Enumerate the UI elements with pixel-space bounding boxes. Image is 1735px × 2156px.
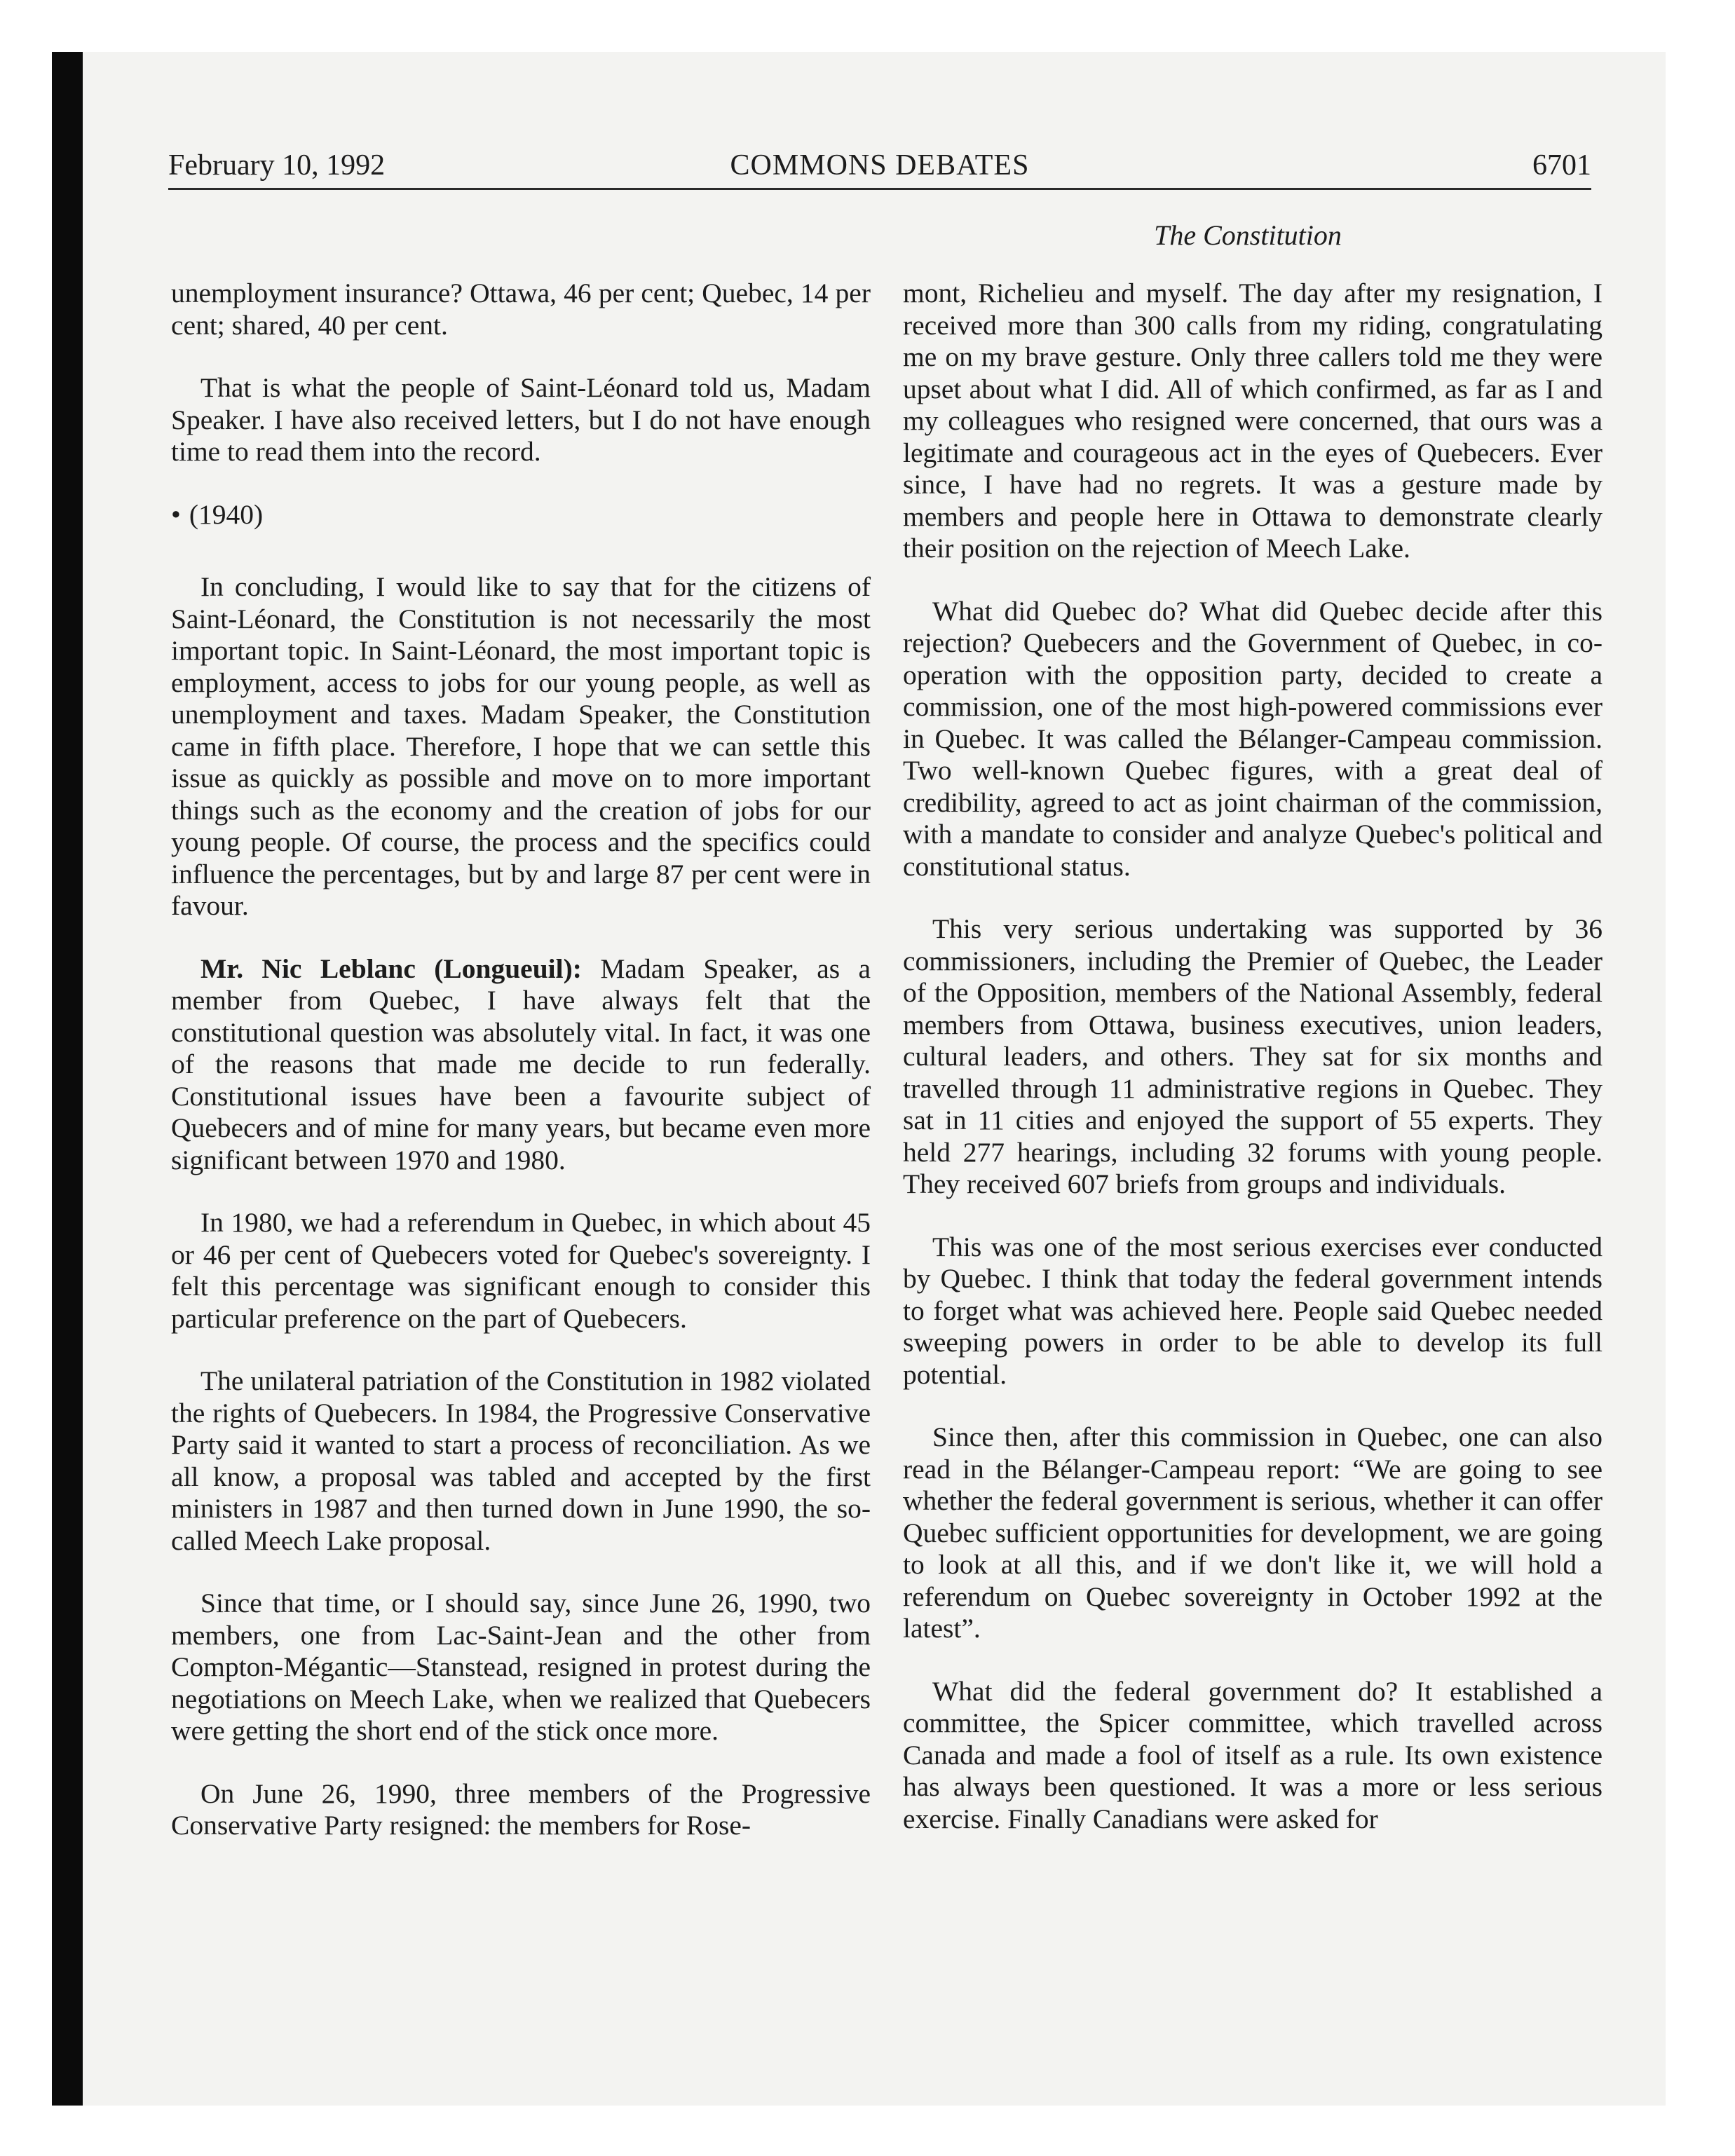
paragraph: unemployment insurance? Ottawa, 46 per cent; Quebec, 14 per cent; shared, 40 per cent.	[171, 278, 871, 341]
running-head: The Constitution	[1154, 219, 1342, 251]
paragraph: Since then, after this commission in Quebec, one can also read in the Bélanger-Campeau report: “We are going to see whether the federal government is serious, whether it can offer Quebec sufficient opportunities for development, we are going to look at all this, and if we don't like it, we will hold a referendum on Quebec sovereignty in October 1992 at the latest”.	[903, 1421, 1603, 1644]
header-page-number: 6701	[1532, 149, 1591, 182]
binding-edge	[52, 52, 83, 2106]
paragraph	[171, 953, 871, 1177]
paragraph: That is what the people of Saint-Léonard told us, Madam Speaker. I have also received letters, but I do not have enough time to read them into the record.	[171, 372, 871, 467]
header-date: February 10, 1992	[168, 149, 386, 182]
paragraph: The unilateral patriation of the Constitution in 1982 violated the rights of Quebecers. In 1984, the Progressive Conservative Party said it wanted to start a process of reconciliation. As we all know, a proposal was tabled and accepted by the first ministers in 1987 and then turned down in June 1990, the so-called Meech Lake proposal.	[171, 1365, 871, 1556]
time-marker	[171, 499, 871, 531]
paragraph: What did the federal government do? It established a committee, the Spicer committee, which travelled across Canada and made a fool of itself as a rule. Its own existence has always been questioned. It was a more or less serious exercise. Finally Canadians were asked for	[903, 1675, 1603, 1834]
time-marker-text: (1940)	[189, 498, 264, 530]
paragraph: This very serious undertaking was supported by 36 commissioners, including the Premier of Quebec, the Leader of the Opposition, members of the National Assembly, federal members from Ottawa, business executives, union leaders, cultural leaders, and others. They sat for six months and travelled through 11 administrative regions in Quebec. They sat in 11 cities and enjoyed the support of 55 experts. They held 277 hearings, including 32 forums with young people. They received 607 briefs from groups and individuals.	[903, 913, 1603, 1199]
left-column	[171, 278, 871, 1873]
paragraph: In 1980, we had a referendum in Quebec, in which about 45 or 46 per cent of Quebecers voted for Quebec's sovereignty. I felt this percentage was significant enough to consider this particular preference on the part of Quebecers.	[171, 1207, 871, 1334]
paragraph: This was one of the most serious exercises ever conducted by Quebec. I think that today the federal government intends to forget what was achieved here. People said Quebec needed sweeping powers in order to be able to develop its full potential.	[903, 1231, 1603, 1390]
speaker-name: Mr. Nic Leblanc (Longueuil):	[200, 953, 582, 984]
header-title: COMMONS DEBATES	[730, 149, 1030, 182]
paragraph: What did Quebec do? What did Quebec decide after this rejection? Quebecers and the Government of Quebec, in co-operation with the opposition party, decided to create a commission, one of the most high-powered commissions ever in Quebec. It was called the Bélanger-Campeau commission. Two well-known Quebec figures, with a great deal of credibility, agreed to act as joint chairman of the commission, with a mandate to consider and analyze Quebec's political and constitutional status.	[903, 595, 1603, 882]
paragraph: mont, Richelieu and myself. The day after my resignation, I received more than 300 calls from my riding, congratulating me on my brave gesture. Only three callers told me they were upset about what I did. All of which confirmed, as far as I and my colleagues who resigned were concerned, that ours was a legitimate and courageous act in the eyes of Quebecers. Ever since, I have had no regrets. It was a gesture made by members and people here in Ottawa to demonstrate clearly their position on the rejection of Meech Lake.	[903, 278, 1603, 564]
speech-text: Madam Speaker, as a member from Quebec, I have always felt that the constitutional question was absolutely vital. In fact, it was one of the reasons that made me decide to run federally. Constitutional issues have been a favourite subject of Quebecers and of mine for many years, but became even more significant between 1970 and 1980.	[171, 953, 871, 1175]
paragraph: In concluding, I would like to say that for the citizens of Saint-Léonard, the Constitution is not necessarily the most important topic. In Saint-Léonard, the most important topic is employment, access to jobs for our young people, as well as unemployment and taxes. Madam Speaker, the Constitution came in fifth place. Therefore, I hope that we can settle this issue as quickly as possible and move on to more important things such as the economy and the creation of jobs for our young people. Of course, the process and the specifics could influence the percentages, but by and large 87 per cent were in favour.	[171, 571, 871, 921]
page-header	[168, 144, 1591, 189]
right-column	[903, 278, 1603, 1866]
paragraph: On June 26, 1990, three members of the Progressive Conservative Party resigned: the members for Rose-	[171, 1778, 871, 1841]
header-rule	[168, 188, 1591, 190]
paragraph: Since that time, or I should say, since June 26, 1990, two members, one from Lac-Saint-Jean and the other from Compton-Mégantic—Stanstead, resigned in protest during the negotiations on Meech Lake, when we realized that Quebecers were getting the short end of the stick once more.	[171, 1588, 871, 1746]
bullet-icon: •	[171, 498, 181, 530]
